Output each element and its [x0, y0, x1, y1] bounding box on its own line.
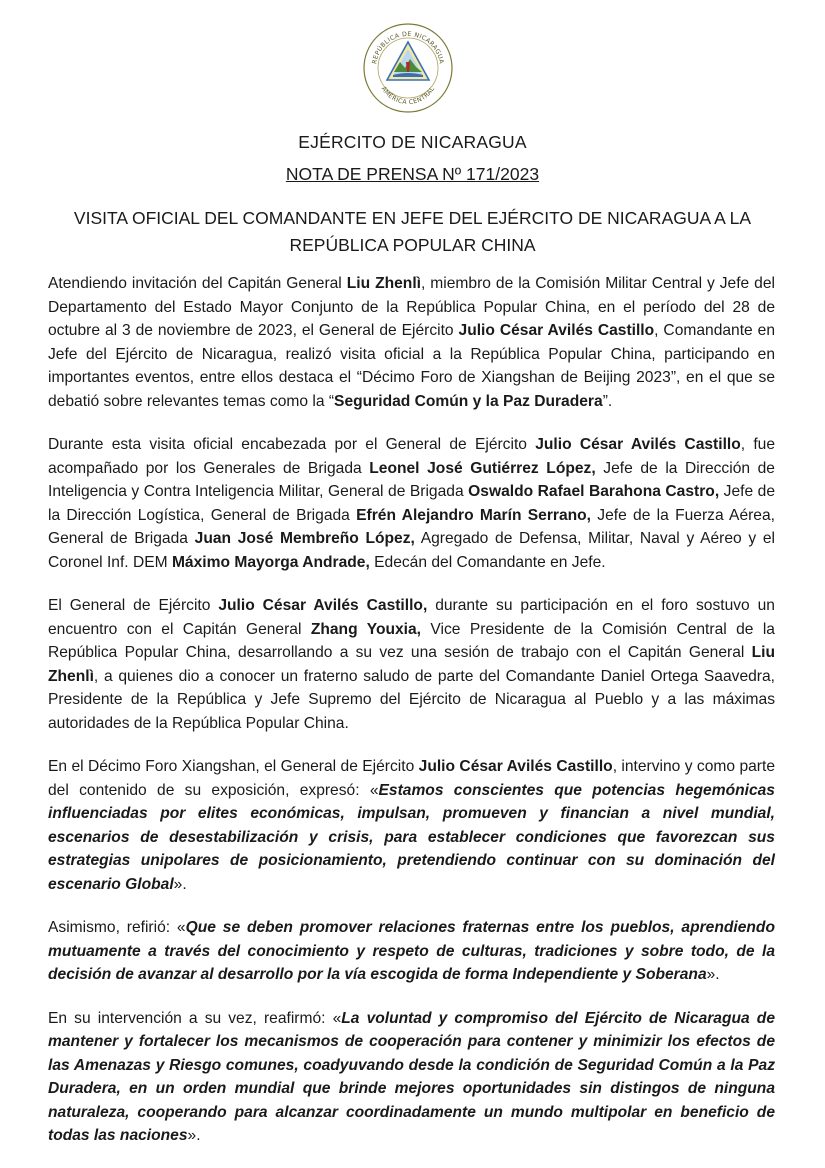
- bold-text: Julio César Avilés Castillo,: [218, 597, 428, 614]
- paragraph: [48, 272, 775, 413]
- text-run: , miembro de la Comisión Militar Central y Jefe del Departamento del Estado Mayor Conjunto de la República Popular China, en el período del 28 de octubre al 3 de noviembre de 2023, el General de Ejército: [48, 275, 775, 339]
- press-note-number: [0, 164, 825, 185]
- text-run: Vice Presidente de la Comisión Central de la República Popular China, desarrollando a su vez una sesión de trabajo con el Capitán General: [48, 620, 775, 661]
- article-body: [48, 272, 775, 1168]
- paragraph: [48, 433, 775, 574]
- text-run: En el Décimo Foro Xiangshan, el General de Ejército: [48, 758, 419, 775]
- text-run: ».: [706, 966, 720, 983]
- text-run: ».: [187, 1127, 201, 1144]
- quote-text: La voluntad y compromiso del Ejército de Nicaragua de mantener y fortalecer los mecanismos de cooperación para contener y minimizir los efectos de las Amenazas y Riesgo comunes, coadyuvando desde la condición de Seguridad Común a la Paz Duradera, en un orden mundial que brinde mejores oportunidades sin distingos de ninguna naturaleza, cooperando para alcanzar coordinadamente un mundo multipolar en beneficio de todas las naciones: [48, 1009, 776, 1144]
- text-run: , a quienes dio a conocer un fraterno saludo de parte del Comandante Daniel Ortega Saavedra, Presidente de la República y Jefe Supremo del Ejército de Nicaragua al Pueblo y a las máximas autoridades de la República Popular China.: [48, 667, 775, 732]
- paragraph: [48, 916, 775, 987]
- text-run: El General de Ejército: [48, 597, 219, 614]
- text-run: Atendiendo invitación del Capitán General: [48, 275, 347, 292]
- bold-text: Máximo Mayorga Andrade,: [171, 553, 370, 571]
- paragraph: [48, 594, 775, 735]
- text-run: Jefe de la Dirección Logística, General de Brigada: [48, 483, 776, 524]
- headline: VISITA OFICIAL DEL COMANDANTE EN JEFE DEL EJÉRCITO DE NICARAGUA A LA REPÚBLICA POPULAR CHINA: [73, 208, 752, 255]
- nicaragua-seal-icon: [362, 22, 454, 114]
- press-note-label: NOTA DE PRENSA Nº 171/2023: [285, 164, 540, 184]
- text-run: ”.: [602, 392, 613, 410]
- bold-text: Zhang Youxia,: [310, 620, 422, 638]
- bold-text: Julio César Avilés Castillo: [458, 322, 655, 339]
- quote-text: Estamos conscientes que potencias hegemónicas influenciadas por elites económicas, impulsan, promueven y financian a nivel mundial, escenarios de desestabilización y crisis, para establecer condiciones que favorezcan sus estrategias unipolares de posicionamiento, pretendiendo continuar con su dominación del escenario Global: [48, 781, 775, 893]
- quote-text: Que se deben promover relaciones fraternas entre los pueblos, aprendiendo mutuamente a través del conocimiento y respeto de culturas, tradiciones y sobre todo, de la decisión de avanzar al desarrollo por la vía escogida de forma Independiente y Soberana: [48, 919, 775, 983]
- text-run: En su intervención a su vez, reafirmó: «: [48, 1009, 342, 1027]
- text-run: Asimismo, refirió: «: [48, 919, 186, 936]
- paragraph: [48, 755, 775, 896]
- svg-text:REPÚBLICA DE NICARAGUA: REPÚBLICA DE NICARAGUA: [371, 30, 445, 65]
- bold-text: Seguridad Común y la Paz Duradera: [334, 392, 603, 410]
- organization-title: EJÉRCITO DE NICARAGUA: [298, 132, 527, 152]
- text-run: Jefe de la Fuerza Aérea, General de Brigada: [48, 506, 775, 547]
- svg-text:AMÉRICA CENTRAL: AMÉRICA CENTRAL: [379, 85, 437, 107]
- bold-text: Leonel José Gutiérrez López,: [369, 459, 596, 477]
- text-run: , Comandante en Jefe del Ejército de Nicaragua, realizó visita oficial a la República Popular China, participando en importantes eventos, entre ellos destaca el “Décimo Foro de Xiangshan de Beijing 2023”, en el que se debatió sobre relevantes temas como la “: [48, 322, 776, 410]
- paragraph: [48, 1007, 775, 1148]
- bold-text: Juan José Membreño López,: [194, 530, 415, 547]
- bold-text: Liu Zhenlì: [346, 275, 421, 292]
- bold-text: Efrén Alejandro Marín Serrano,: [356, 506, 592, 524]
- text-run: Agregado de Defensa, Militar, Naval y Aéreo y el Coronel Inf. DEM: [48, 530, 775, 571]
- text-run: durante su participación en el foro sostuvo un encuentro con el Capitán General: [48, 597, 775, 638]
- text-run: Jefe de la Dirección de Inteligencia y Contra Inteligencia Militar, General de Brigada: [48, 459, 775, 500]
- text-run: Edecán del Comandante en Jefe.: [369, 553, 606, 571]
- coat-of-arms-seal: [362, 22, 454, 114]
- bold-text: Julio César Avilés Castillo: [418, 758, 613, 775]
- bold-text: Oswaldo Rafael Barahona Castro,: [468, 483, 720, 500]
- bold-text: Julio César Avilés Castillo: [535, 436, 741, 453]
- text-run: , intervino y como parte del contenido de su exposición, expresó: «: [48, 758, 776, 799]
- text-run: , fue acompañado por los Generales de Brigada: [48, 436, 776, 477]
- bold-text: Liu Zhenlì: [48, 644, 775, 685]
- text-run: Durante esta visita oficial encabezada por el General de Ejército: [48, 436, 536, 453]
- text-run: ».: [173, 875, 187, 893]
